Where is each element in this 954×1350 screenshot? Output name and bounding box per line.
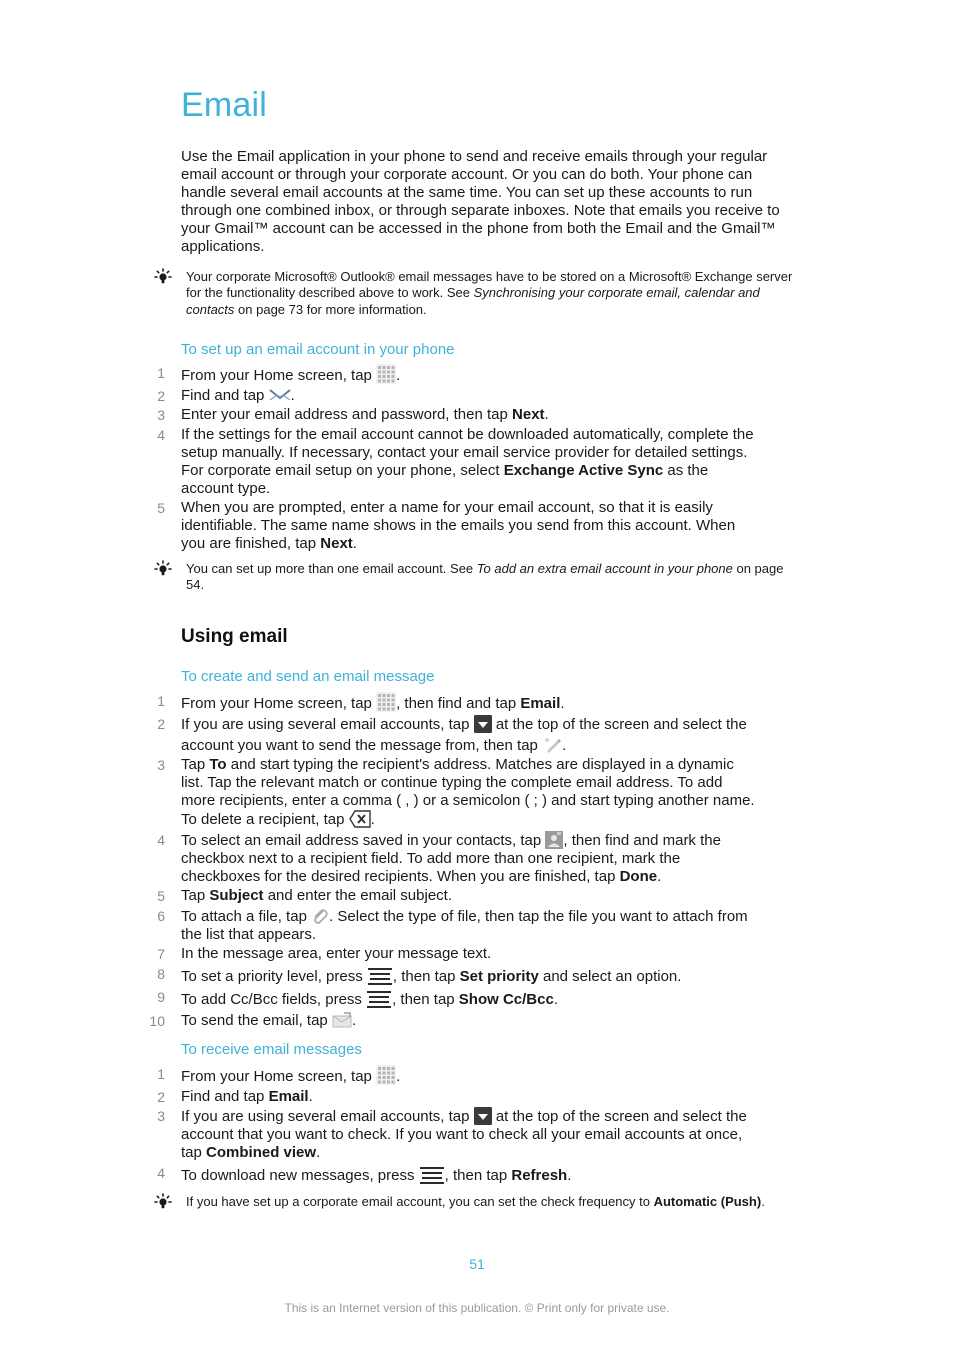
list-item: 9 To add Cc/Bcc fields, press , then tap Show Cc/Bcc. [157,989,558,1008]
tip-text: You can set up more than one email account. See To add an extra email account in your phone on page 54. [186,561,784,593]
tip-note [152,1194,802,1210]
list-item: 8 To set a priority level, press , then tap Set priority and select an option. [157,965,682,985]
list-item: 4 If the settings for the email account cannot be downloaded automatically, complete the setup manually. If necessary, contact your email service provider for detailed settings. For corporate email setup on your phone, select Exchange Active Sync as the account type. [157,425,754,497]
setup-heading: To set up an email account in your phone [181,341,455,358]
list-item: 5 When you are prompted, enter a name for your email account, so that it is easily identifiable. The same name shows in the emails you send from this account. When you are finished, tap Next. [157,499,736,552]
setup-steps [140,364,760,555]
list-item: 10 To send the email, tap . [149,1011,357,1029]
list-item: 1 From your Home screen, tap . [157,365,401,384]
send-icon [332,1012,352,1028]
page-title: Email [181,86,268,124]
apps-grid-icon [376,1065,396,1085]
apps-grid-icon [376,692,396,712]
email-envelope-icon [269,387,291,403]
list-item: 3 Tap To and start typing the recipient's address. Matches are displayed in a dynamic list. Tap the relevant match or continue typing the complete email address. To add more recipients, enter a comma ( , ) or a semicolon ( ; ) and start typing another name. To delete a recipient, tap . [157,756,755,828]
using-email-heading: Using email [181,626,288,647]
contacts-icon [545,831,563,849]
list-item: 3 If you are using several email accounts, tap at the top of the screen and select the account that you want to check. If you want to check all your email accounts at once, tap Combined view. [157,1108,747,1161]
lightbulb-icon [152,1193,174,1213]
list-item: 7 In the message area, enter your message text. [157,945,492,962]
intro-paragraph: Use the Email application in your phone to send and receive emails through your regular email account or through your corporate account. Or you can do both. Your phone can handle several email accounts at the same time. You can set up these accounts to run through one combined inbox, or through separate inboxes. Note that emails you receive to your Gmail™ account can be accessed in the phone from both the Email and the Gmail™ applications. [181,148,780,255]
list-item: 3 Enter your email address and password, then tap Next. [157,406,549,423]
list-item: 1 From your Home screen, tap . [157,1066,401,1085]
list-item: 4 To select an email address saved in your contacts, tap , then find and mark the checkbox next to a recipient field. To add more than one recipient, mark the checkboxes for the desired recipients. When you are finished, tap Done. [157,831,721,885]
tip-note [152,269,802,318]
menu-icon [367,965,393,987]
paperclip-icon [311,907,329,925]
list-item: 6 To attach a file, tap . Select the type of file, then tap the file you want to attach from the list that appears. [157,907,748,943]
list-item: 2 Find and tap Email. [157,1087,313,1105]
lightbulb-icon [152,560,174,580]
menu-icon [419,1164,445,1186]
receive-heading: To receive email messages [181,1041,362,1058]
list-item: 5 Tap Subject and enter the email subject. [157,887,452,904]
list-item: 2 If you are using several email accounts, tap at the top of the screen and select the account you want to send the message from, then tap . [157,715,747,754]
lightbulb-icon [152,268,174,288]
list-item: 4 To download new messages, press , then tap Refresh. [157,1164,572,1184]
page-number: 51 [469,1256,485,1272]
list-item: 1 From your Home screen, tap , then find and tap Email. [157,693,565,712]
dropdown-icon [474,1107,492,1125]
apps-grid-icon [376,364,396,384]
compose-icon [542,734,562,754]
tip-note [152,561,802,594]
dropdown-icon [474,715,492,733]
menu-icon [366,988,392,1010]
list-item: 2 Find and tap . [157,386,295,404]
delete-recipient-icon [349,810,371,828]
tip-text: Your corporate Microsoft® Outlook® email messages have to be stored on a Microsoft® Exchange server for the functionality described above to work. See Synchronising your corporate email, calendar and contacts on page 73 for more information. [186,269,793,317]
create-heading: To create and send an email message [181,668,435,685]
receive-steps [140,1065,760,1187]
tip-text: If you have set up a corporate email account, you can set the check frequency to Automatic (Push). [186,1194,765,1209]
footer-note: This is an Internet version of this publication. © Print only for private use. [284,1301,670,1315]
create-steps [140,692,760,1031]
